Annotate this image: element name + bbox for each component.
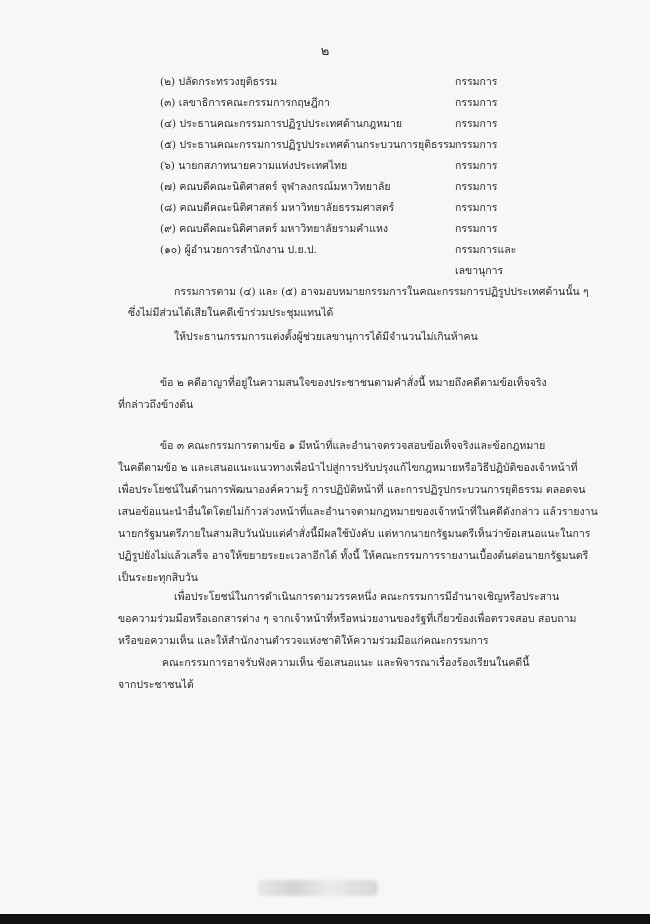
committee-member-list — [160, 72, 560, 277]
paragraph-line: คณะกรรมการอาจรับฟังความเห็น ข้อเสนอแนะ และพิจารณาเรื่องร้องเรียนในคดีนี้ — [162, 657, 530, 669]
member-name: (๒) ปลัดกระทรวงยุติธรรม — [160, 76, 278, 88]
member-row — [160, 135, 560, 156]
paragraph-line: จากประชาชนได้ — [118, 679, 194, 691]
member-name: (๗) คณบดีคณะนิติศาสตร์ จุฬาลงกรณ์มหาวิทยาลัย — [160, 181, 391, 193]
clause-2-line: ข้อ ๒ คดีอาญาที่อยู่ในความสนใจของประชาชนตามคำสั่งนี้ หมายถึงคดีตามข้อเท็จจริง — [160, 377, 547, 389]
paragraph-line: เพื่อประโยชน์ในการดำเนินการตามวรรคหนึ่ง คณะกรรมการมีอำนาจเชิญหรือประสาน — [174, 591, 560, 603]
clause-3-line: ข้อ ๓ คณะกรรมการตามข้อ ๑ มีหน้าที่และอำนาจตรวจสอบข้อเท็จจริงและข้อกฎหมาย — [160, 440, 546, 452]
clause-3-line: ในคดีตามข้อ ๒ และเสนอแนะแนวทางเพื่อนำไปสู่การปรับปรุงแก้ไขกฎหมายหรือวิธีปฏิบัติของเจ้าหน้าที่ — [118, 462, 578, 474]
member-role: กรรมการ — [455, 139, 498, 151]
member-role-continued: เลขานุการ — [455, 265, 504, 277]
paragraph-line: ให้ประธานกรรมการแต่งตั้งผู้ช่วยเลขานุการได้มีจำนวนไม่เกินห้าคน — [174, 331, 478, 343]
member-role: กรรมการ — [455, 118, 498, 130]
clause-3-line: เพื่อประโยชน์ในด้านการพัฒนาองค์ความรู้ การปฏิบัติหน้าที่ และการปฏิรูปกระบวนการยุติธรรม ตลอดจน — [118, 484, 586, 496]
blurred-watermark — [258, 880, 378, 896]
clause-3-line: นายกรัฐมนตรีภายในสามสิบวันนับแต่คำสั่งนี้มีผลใช้บังคับ แต่หากนายกรัฐมนตรีเห็นว่าข้อเสนอแนะในการ — [118, 528, 591, 540]
member-name: (๘) คณบดีคณะนิติศาสตร์ มหาวิทยาลัยธรรมศาสตร์ — [160, 202, 395, 214]
member-name: (๖) นายกสภาทนายความแห่งประเทศไทย — [160, 160, 348, 172]
paragraph-line: ซึ่งไม่มีส่วนได้เสียในคดีเข้าร่วมประชุมแทนได้ — [128, 307, 334, 319]
clause-3-line: เสนอข้อแนะนำอื่นใดโดยไม่ก้าวล่วงหน้าที่และอำนาจตามกฎหมายของเจ้าหน้าที่ในคดีดังกล่าว แล้วรายงาน — [118, 506, 598, 518]
member-role: กรรมการและ — [455, 244, 517, 256]
paragraph-line: กรรมการตาม (๔) และ (๕) อาจมอบหมายกรรมการในคณะกรรมการปฏิรูปประเทศด้านนั้น ๆ — [174, 286, 589, 298]
member-name: (๔) ประธานคณะกรรมการปฏิรูปประเทศด้านกฎหมาย — [160, 118, 403, 130]
member-role: กรรมการ — [455, 76, 498, 88]
paragraph-line: ขอความร่วมมือหรือเอกสารต่าง ๆ จากเจ้าหน้าที่หรือหน่วยงานของรัฐที่เกี่ยวข้องเพื่อตรวจสอบ สอบถาม — [118, 613, 577, 625]
member-row — [160, 198, 560, 219]
member-row — [160, 93, 560, 114]
member-row — [160, 177, 560, 198]
member-row — [160, 156, 560, 177]
member-role: กรรมการ — [455, 160, 498, 172]
member-name: (๙) คณบดีคณะนิติศาสตร์ มหาวิทยาลัยรามคำแหง — [160, 223, 389, 235]
member-role: กรรมการ — [455, 97, 498, 109]
clause-3-line: เป็นระยะทุกสิบวัน — [118, 572, 198, 584]
member-role: กรรมการ — [455, 202, 498, 214]
member-row — [160, 219, 560, 240]
bottom-edge-bar — [0, 914, 650, 924]
page-number: ๒ — [320, 44, 330, 59]
member-row — [160, 240, 560, 277]
paragraph-line: หรือขอความเห็น และให้สำนักงานตำรวจแห่งชาติให้ความร่วมมือแก่คณะกรรมการ — [118, 635, 489, 647]
member-role: กรรมการ — [455, 181, 498, 193]
member-name: (๓) เลขาธิการคณะกรรมการกฤษฎีกา — [160, 97, 330, 109]
member-row — [160, 114, 560, 135]
member-role: กรรมการ — [455, 223, 498, 235]
clause-2-line: ที่กล่าวถึงข้างต้น — [118, 399, 194, 411]
member-name: (๑๐) ผู้อำนวยการสำนักงาน ป.ย.ป. — [160, 244, 317, 256]
member-row — [160, 72, 560, 93]
member-name: (๕) ประธานคณะกรรมการปฏิรูปประเทศด้านกระบวนการยุติธรรม — [160, 139, 456, 151]
clause-3-line: ปฏิรูปยังไม่แล้วเสร็จ อาจให้ขยายระยะเวลาอีกได้ ทั้งนี้ ให้คณะกรรมการรายงานเบื้องต้นต่อนายกรัฐมนตรี — [118, 550, 589, 562]
